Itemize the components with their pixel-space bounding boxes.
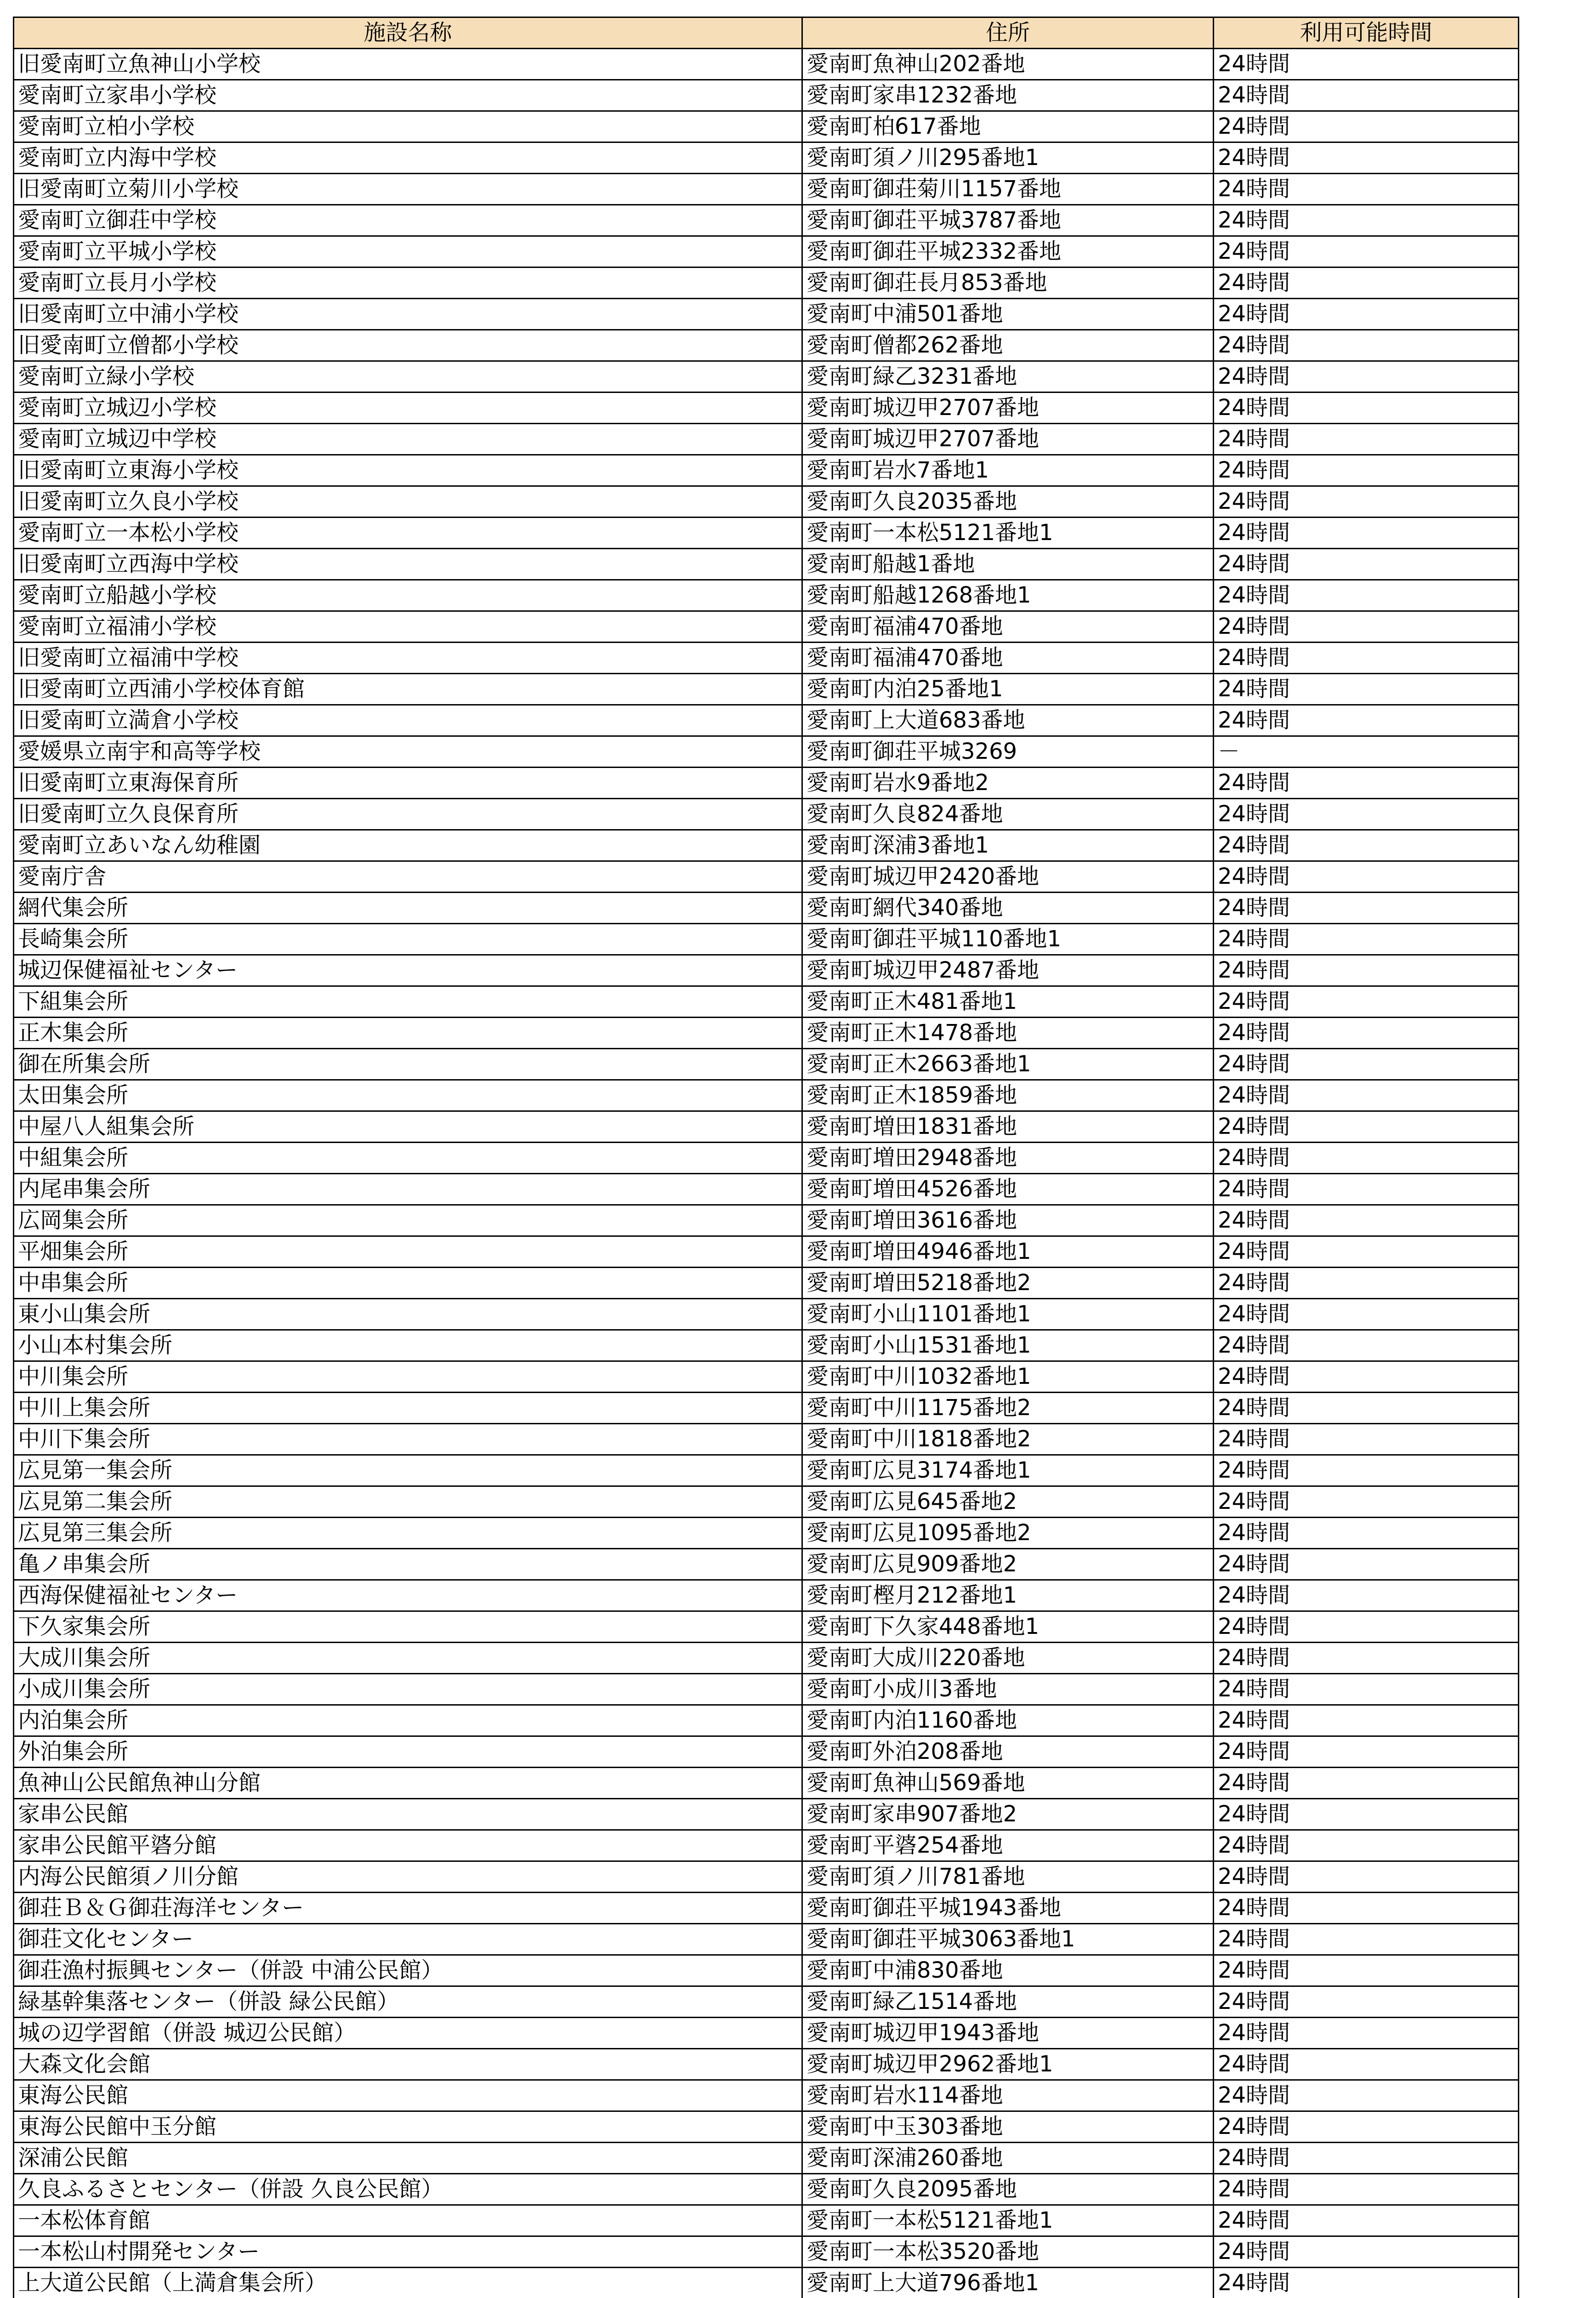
table-row bbox=[14, 1143, 1519, 1174]
table-row bbox=[14, 2174, 1519, 2205]
table-row bbox=[14, 1861, 1519, 1893]
cell-facility-name: 城辺保健福祉センター bbox=[14, 955, 802, 986]
cell-address: 愛南町須ノ川781番地 bbox=[802, 1861, 1214, 1893]
table-row bbox=[14, 2205, 1519, 2236]
cell-available-hours: 24時間 bbox=[1214, 830, 1519, 861]
cell-facility-name: 緑基幹集落センター（併設 緑公民館） bbox=[14, 1986, 802, 2018]
table-row bbox=[14, 1705, 1519, 1736]
cell-facility-name: 一本松体育館 bbox=[14, 2205, 802, 2236]
facility-table bbox=[13, 17, 1519, 2298]
table-row bbox=[14, 580, 1519, 611]
table-row bbox=[14, 1299, 1519, 1330]
cell-address: 愛南町僧都262番地 bbox=[802, 330, 1214, 361]
header-facility-name: 施設名称 bbox=[14, 17, 802, 49]
cell-facility-name: 東海公民館 bbox=[14, 2080, 802, 2111]
cell-address: 愛南町中川1818番地2 bbox=[802, 1424, 1214, 1455]
cell-address: 愛南町内泊1160番地 bbox=[802, 1705, 1214, 1736]
cell-available-hours: 24時間 bbox=[1214, 1518, 1519, 1549]
cell-facility-name: 大成川集会所 bbox=[14, 1643, 802, 1674]
cell-address: 愛南町一本松3520番地 bbox=[802, 2236, 1214, 2268]
cell-facility-name: 広岡集会所 bbox=[14, 1205, 802, 1236]
table-row bbox=[14, 111, 1519, 142]
cell-available-hours: 24時間 bbox=[1214, 1986, 1519, 2018]
cell-available-hours: 24時間 bbox=[1214, 2018, 1519, 2049]
cell-address: 愛南町深浦3番地1 bbox=[802, 830, 1214, 861]
cell-facility-name: 内海公民館須ノ川分館 bbox=[14, 1861, 802, 1893]
cell-available-hours: 24時間 bbox=[1214, 1768, 1519, 1799]
table-row bbox=[14, 2236, 1519, 2268]
cell-available-hours: 24時間 bbox=[1214, 361, 1519, 392]
cell-available-hours: 24時間 bbox=[1214, 455, 1519, 486]
cell-facility-name: 旧愛南町立菊川小学校 bbox=[14, 174, 802, 205]
cell-facility-name: 愛南町立柏小学校 bbox=[14, 111, 802, 142]
cell-facility-name: 愛南町立城辺中学校 bbox=[14, 424, 802, 455]
table-row bbox=[14, 1924, 1519, 1955]
cell-available-hours: 24時間 bbox=[1214, 1830, 1519, 1861]
cell-address: 愛南町岩水114番地 bbox=[802, 2080, 1214, 2111]
header-row bbox=[14, 17, 1519, 49]
cell-facility-name: 愛南町立緑小学校 bbox=[14, 361, 802, 392]
cell-address: 愛南町船越1番地 bbox=[802, 549, 1214, 580]
cell-available-hours: 24時間 bbox=[1214, 674, 1519, 705]
cell-address: 愛南町御荘菊川1157番地 bbox=[802, 174, 1214, 205]
cell-available-hours: 24時間 bbox=[1214, 2236, 1519, 2268]
cell-address: 愛南町一本松5121番地1 bbox=[802, 2205, 1214, 2236]
table-row bbox=[14, 1111, 1519, 1143]
cell-facility-name: 愛南町立船越小学校 bbox=[14, 580, 802, 611]
table-row bbox=[14, 455, 1519, 486]
cell-available-hours: 24時間 bbox=[1214, 1268, 1519, 1299]
table-row bbox=[14, 392, 1519, 424]
table-row bbox=[14, 1768, 1519, 1799]
table-row bbox=[14, 1674, 1519, 1705]
cell-address: 愛南町大成川220番地 bbox=[802, 1643, 1214, 1674]
table-row bbox=[14, 2080, 1519, 2111]
table-row bbox=[14, 236, 1519, 267]
table-row bbox=[14, 830, 1519, 861]
cell-address: 愛南町中浦830番地 bbox=[802, 1955, 1214, 1986]
cell-available-hours: 24時間 bbox=[1214, 861, 1519, 893]
cell-facility-name: 正木集会所 bbox=[14, 1018, 802, 1049]
cell-address: 愛南町家串907番地2 bbox=[802, 1799, 1214, 1830]
cell-address: 愛南町城辺甲2420番地 bbox=[802, 861, 1214, 893]
table-row bbox=[14, 299, 1519, 330]
cell-facility-name: 旧愛南町立満倉小学校 bbox=[14, 705, 802, 736]
cell-address: 愛南町魚神山569番地 bbox=[802, 1768, 1214, 1799]
cell-address: 愛南町小成川3番地 bbox=[802, 1674, 1214, 1705]
cell-available-hours: 24時間 bbox=[1214, 1018, 1519, 1049]
cell-available-hours: 24時間 bbox=[1214, 2143, 1519, 2174]
cell-available-hours: 24時間 bbox=[1214, 1080, 1519, 1111]
cell-address: 愛南町中玉303番地 bbox=[802, 2111, 1214, 2143]
table-row bbox=[14, 1205, 1519, 1236]
cell-address: 愛南町増田2948番地 bbox=[802, 1143, 1214, 1174]
cell-available-hours: 24時間 bbox=[1214, 1330, 1519, 1361]
cell-facility-name: 愛南町立城辺小学校 bbox=[14, 392, 802, 424]
table-row bbox=[14, 1611, 1519, 1643]
table-row bbox=[14, 799, 1519, 830]
cell-address: 愛南町小山1531番地1 bbox=[802, 1330, 1214, 1361]
cell-facility-name: 愛南町立家串小学校 bbox=[14, 80, 802, 111]
cell-facility-name: 下久家集会所 bbox=[14, 1611, 802, 1643]
table-row bbox=[14, 1361, 1519, 1393]
cell-available-hours: 24時間 bbox=[1214, 924, 1519, 955]
cell-address: 愛南町緑乙3231番地 bbox=[802, 361, 1214, 392]
cell-available-hours: 24時間 bbox=[1214, 705, 1519, 736]
table-row bbox=[14, 643, 1519, 674]
cell-address: 愛南町上大道796番地1 bbox=[802, 2268, 1214, 2298]
cell-facility-name: 中串集会所 bbox=[14, 1268, 802, 1299]
table-row bbox=[14, 2268, 1519, 2298]
table-row bbox=[14, 674, 1519, 705]
cell-address: 愛南町福浦470番地 bbox=[802, 643, 1214, 674]
cell-facility-name: 旧愛南町立僧都小学校 bbox=[14, 330, 802, 361]
table-row bbox=[14, 361, 1519, 392]
cell-available-hours: 24時間 bbox=[1214, 205, 1519, 236]
cell-facility-name: 魚神山公民館魚神山分館 bbox=[14, 1768, 802, 1799]
cell-facility-name: 愛南庁舎 bbox=[14, 861, 802, 893]
table-row bbox=[14, 1486, 1519, 1518]
cell-address: 愛南町増田5218番地2 bbox=[802, 1268, 1214, 1299]
table-row bbox=[14, 1424, 1519, 1455]
cell-address: 愛南町須ノ川295番地1 bbox=[802, 142, 1214, 174]
table-row bbox=[14, 1049, 1519, 1080]
table-row bbox=[14, 2018, 1519, 2049]
cell-facility-name: 旧愛南町立東海小学校 bbox=[14, 455, 802, 486]
cell-facility-name: 旧愛南町立魚神山小学校 bbox=[14, 49, 802, 80]
cell-address: 愛南町中川1032番地1 bbox=[802, 1361, 1214, 1393]
cell-facility-name: 愛南町立あいなん幼稚園 bbox=[14, 830, 802, 861]
cell-address: 愛南町正木1478番地 bbox=[802, 1018, 1214, 1049]
cell-address: 愛南町城辺甲2962番地1 bbox=[802, 2049, 1214, 2080]
cell-address: 愛南町平碆254番地 bbox=[802, 1830, 1214, 1861]
cell-facility-name: 平畑集会所 bbox=[14, 1236, 802, 1268]
cell-facility-name: 外泊集会所 bbox=[14, 1736, 802, 1768]
table-row bbox=[14, 955, 1519, 986]
cell-facility-name: 中川集会所 bbox=[14, 1361, 802, 1393]
cell-available-hours: 24時間 bbox=[1214, 549, 1519, 580]
cell-facility-name: 御荘文化センター bbox=[14, 1924, 802, 1955]
table-row bbox=[14, 1518, 1519, 1549]
table-row bbox=[14, 1455, 1519, 1486]
cell-facility-name: 小成川集会所 bbox=[14, 1674, 802, 1705]
cell-available-hours: 24時間 bbox=[1214, 1643, 1519, 1674]
cell-available-hours: 24時間 bbox=[1214, 580, 1519, 611]
table-row bbox=[14, 1393, 1519, 1424]
header-address: 住所 bbox=[802, 17, 1214, 49]
cell-available-hours: 24時間 bbox=[1214, 1611, 1519, 1643]
cell-available-hours: 24時間 bbox=[1214, 236, 1519, 267]
cell-available-hours: 24時間 bbox=[1214, 330, 1519, 361]
cell-available-hours: 24時間 bbox=[1214, 1361, 1519, 1393]
table-row bbox=[14, 49, 1519, 80]
cell-available-hours: 24時間 bbox=[1214, 1299, 1519, 1330]
cell-available-hours: 24時間 bbox=[1214, 299, 1519, 330]
cell-address: 愛南町岩水9番地2 bbox=[802, 768, 1214, 799]
table-row bbox=[14, 1736, 1519, 1768]
table-row bbox=[14, 861, 1519, 893]
cell-facility-name: 旧愛南町立西浦小学校体育館 bbox=[14, 674, 802, 705]
cell-address: 愛南町緑乙1514番地 bbox=[802, 1986, 1214, 2018]
cell-address: 愛南町中浦501番地 bbox=[802, 299, 1214, 330]
cell-facility-name: 旧愛南町立久良保育所 bbox=[14, 799, 802, 830]
cell-facility-name: 広見第三集会所 bbox=[14, 1518, 802, 1549]
cell-facility-name: 愛南町立長月小学校 bbox=[14, 267, 802, 299]
table-row bbox=[14, 1236, 1519, 1268]
table-row bbox=[14, 1080, 1519, 1111]
table-row bbox=[14, 424, 1519, 455]
cell-available-hours: 24時間 bbox=[1214, 2111, 1519, 2143]
cell-facility-name: 家串公民館 bbox=[14, 1799, 802, 1830]
cell-available-hours: 24時間 bbox=[1214, 2268, 1519, 2298]
table-row bbox=[14, 736, 1519, 768]
cell-facility-name: 内泊集会所 bbox=[14, 1705, 802, 1736]
cell-address: 愛南町正木481番地1 bbox=[802, 986, 1214, 1018]
cell-facility-name: 大森文化会館 bbox=[14, 2049, 802, 2080]
cell-address: 愛南町下久家448番地1 bbox=[802, 1611, 1214, 1643]
cell-available-hours: 24時間 bbox=[1214, 1174, 1519, 1205]
cell-available-hours: 24時間 bbox=[1214, 955, 1519, 986]
cell-address: 愛南町内泊25番地1 bbox=[802, 674, 1214, 705]
cell-available-hours: 24時間 bbox=[1214, 111, 1519, 142]
cell-address: 愛南町広見645番地2 bbox=[802, 1486, 1214, 1518]
cell-available-hours: 24時間 bbox=[1214, 1111, 1519, 1143]
cell-available-hours: 24時間 bbox=[1214, 2080, 1519, 2111]
cell-address: 愛南町福浦470番地 bbox=[802, 611, 1214, 643]
cell-available-hours: 24時間 bbox=[1214, 2049, 1519, 2080]
cell-facility-name: 広見第二集会所 bbox=[14, 1486, 802, 1518]
cell-facility-name: 愛南町立御荘中学校 bbox=[14, 205, 802, 236]
cell-available-hours: 24時間 bbox=[1214, 2205, 1519, 2236]
cell-facility-name: 亀ノ串集会所 bbox=[14, 1549, 802, 1580]
table-row bbox=[14, 893, 1519, 924]
cell-address: 愛南町広見909番地2 bbox=[802, 1549, 1214, 1580]
cell-available-hours: 24時間 bbox=[1214, 611, 1519, 643]
cell-address: 愛南町小山1101番地1 bbox=[802, 1299, 1214, 1330]
cell-address: 愛南町城辺甲2707番地 bbox=[802, 392, 1214, 424]
table-row bbox=[14, 1174, 1519, 1205]
cell-facility-name: 内尾串集会所 bbox=[14, 1174, 802, 1205]
cell-available-hours: 24時間 bbox=[1214, 1893, 1519, 1924]
cell-facility-name: 中組集会所 bbox=[14, 1143, 802, 1174]
cell-available-hours: 24時間 bbox=[1214, 392, 1519, 424]
cell-facility-name: 愛南町立一本松小学校 bbox=[14, 518, 802, 549]
cell-available-hours: 24時間 bbox=[1214, 486, 1519, 518]
cell-address: 愛南町家串1232番地 bbox=[802, 80, 1214, 111]
table-row bbox=[14, 174, 1519, 205]
table-row bbox=[14, 1986, 1519, 2018]
cell-address: 愛南町御荘平城3063番地1 bbox=[802, 1924, 1214, 1955]
table-row bbox=[14, 2111, 1519, 2143]
cell-available-hours: 24時間 bbox=[1214, 1205, 1519, 1236]
cell-facility-name: 中屋八人組集会所 bbox=[14, 1111, 802, 1143]
cell-available-hours: 24時間 bbox=[1214, 1736, 1519, 1768]
cell-address: 愛南町御荘平城1943番地 bbox=[802, 1893, 1214, 1924]
cell-available-hours: 24時間 bbox=[1214, 799, 1519, 830]
cell-facility-name: 御在所集会所 bbox=[14, 1049, 802, 1080]
cell-facility-name: 東小山集会所 bbox=[14, 1299, 802, 1330]
table-row bbox=[14, 1893, 1519, 1924]
cell-available-hours: 24時間 bbox=[1214, 1236, 1519, 1268]
cell-available-hours: 24時間 bbox=[1214, 768, 1519, 799]
cell-available-hours: 24時間 bbox=[1214, 1799, 1519, 1830]
cell-available-hours: 24時間 bbox=[1214, 80, 1519, 111]
cell-address: 愛南町増田4526番地 bbox=[802, 1174, 1214, 1205]
cell-address: 愛南町中川1175番地2 bbox=[802, 1393, 1214, 1424]
cell-facility-name: 広見第一集会所 bbox=[14, 1455, 802, 1486]
cell-facility-name: 旧愛南町立福浦中学校 bbox=[14, 643, 802, 674]
cell-available-hours: 24時間 bbox=[1214, 1455, 1519, 1486]
cell-address: 愛南町上大道683番地 bbox=[802, 705, 1214, 736]
cell-facility-name: 上大道公民館（上満倉集会所） bbox=[14, 2268, 802, 2298]
cell-facility-name: 愛南町立福浦小学校 bbox=[14, 611, 802, 643]
cell-address: 愛南町正木2663番地1 bbox=[802, 1049, 1214, 1080]
cell-facility-name: 愛媛県立南宇和高等学校 bbox=[14, 736, 802, 768]
cell-address: 愛南町岩水7番地1 bbox=[802, 455, 1214, 486]
cell-address: 愛南町広見3174番地1 bbox=[802, 1455, 1214, 1486]
cell-address: 愛南町城辺甲1943番地 bbox=[802, 2018, 1214, 2049]
cell-facility-name: 長崎集会所 bbox=[14, 924, 802, 955]
cell-facility-name: 旧愛南町立久良小学校 bbox=[14, 486, 802, 518]
cell-address: 愛南町一本松5121番地1 bbox=[802, 518, 1214, 549]
cell-facility-name: 中川上集会所 bbox=[14, 1393, 802, 1424]
cell-facility-name: 下組集会所 bbox=[14, 986, 802, 1018]
cell-facility-name: 御荘漁村振興センター（併設 中浦公民館） bbox=[14, 1955, 802, 1986]
cell-available-hours: 24時間 bbox=[1214, 1924, 1519, 1955]
table-row bbox=[14, 1580, 1519, 1611]
cell-available-hours: 24時間 bbox=[1214, 518, 1519, 549]
cell-facility-name: 太田集会所 bbox=[14, 1080, 802, 1111]
cell-address: 愛南町船越1268番地1 bbox=[802, 580, 1214, 611]
cell-facility-name: 深浦公民館 bbox=[14, 2143, 802, 2174]
cell-facility-name: 中川下集会所 bbox=[14, 1424, 802, 1455]
table-row bbox=[14, 1549, 1519, 1580]
cell-address: 愛南町増田1831番地 bbox=[802, 1111, 1214, 1143]
cell-available-hours: 24時間 bbox=[1214, 1049, 1519, 1080]
table-row bbox=[14, 924, 1519, 955]
cell-available-hours: 24時間 bbox=[1214, 2174, 1519, 2205]
cell-available-hours: 24時間 bbox=[1214, 1486, 1519, 1518]
table-row bbox=[14, 1830, 1519, 1861]
cell-address: 愛南町増田4946番地1 bbox=[802, 1236, 1214, 1268]
header-available-hours: 利用可能時間 bbox=[1214, 17, 1519, 49]
cell-facility-name: 御荘Ｂ＆Ｇ御荘海洋センター bbox=[14, 1893, 802, 1924]
cell-available-hours: 24時間 bbox=[1214, 643, 1519, 674]
table-row bbox=[14, 705, 1519, 736]
table-row bbox=[14, 1643, 1519, 1674]
table-row bbox=[14, 205, 1519, 236]
cell-available-hours: 24時間 bbox=[1214, 267, 1519, 299]
cell-available-hours: 24時間 bbox=[1214, 1861, 1519, 1893]
cell-address: 愛南町御荘平城3269 bbox=[802, 736, 1214, 768]
table-row bbox=[14, 142, 1519, 174]
cell-address: 愛南町深浦260番地 bbox=[802, 2143, 1214, 2174]
cell-address: 愛南町網代340番地 bbox=[802, 893, 1214, 924]
cell-facility-name: 久良ふるさとセンター（併設 久良公民館） bbox=[14, 2174, 802, 2205]
cell-address: 愛南町柏617番地 bbox=[802, 111, 1214, 142]
cell-facility-name: 小山本村集会所 bbox=[14, 1330, 802, 1361]
cell-available-hours: 24時間 bbox=[1214, 1393, 1519, 1424]
cell-available-hours: － bbox=[1214, 736, 1519, 768]
cell-available-hours: 24時間 bbox=[1214, 49, 1519, 80]
table-row bbox=[14, 518, 1519, 549]
cell-facility-name: 旧愛南町立東海保育所 bbox=[14, 768, 802, 799]
cell-address: 愛南町外泊208番地 bbox=[802, 1736, 1214, 1768]
table-row bbox=[14, 611, 1519, 643]
cell-facility-name: 家串公民館平碆分館 bbox=[14, 1830, 802, 1861]
cell-available-hours: 24時間 bbox=[1214, 1674, 1519, 1705]
cell-address: 愛南町御荘平城3787番地 bbox=[802, 205, 1214, 236]
cell-available-hours: 24時間 bbox=[1214, 424, 1519, 455]
cell-available-hours: 24時間 bbox=[1214, 1705, 1519, 1736]
cell-facility-name: 一本松山村開発センター bbox=[14, 2236, 802, 2268]
cell-address: 愛南町増田3616番地 bbox=[802, 1205, 1214, 1236]
cell-facility-name: 愛南町立平城小学校 bbox=[14, 236, 802, 267]
cell-address: 愛南町久良2035番地 bbox=[802, 486, 1214, 518]
cell-address: 愛南町城辺甲2707番地 bbox=[802, 424, 1214, 455]
table-row bbox=[14, 330, 1519, 361]
table-row bbox=[14, 1799, 1519, 1830]
cell-address: 愛南町広見1095番地2 bbox=[802, 1518, 1214, 1549]
cell-available-hours: 24時間 bbox=[1214, 893, 1519, 924]
table-row bbox=[14, 768, 1519, 799]
table-row bbox=[14, 2143, 1519, 2174]
table-row bbox=[14, 1955, 1519, 1986]
cell-address: 愛南町正木1859番地 bbox=[802, 1080, 1214, 1111]
cell-facility-name: 網代集会所 bbox=[14, 893, 802, 924]
cell-address: 愛南町久良2095番地 bbox=[802, 2174, 1214, 2205]
table-row bbox=[14, 1018, 1519, 1049]
cell-facility-name: 城の辺学習館（併設 城辺公民館） bbox=[14, 2018, 802, 2049]
cell-available-hours: 24時間 bbox=[1214, 1424, 1519, 1455]
cell-available-hours: 24時間 bbox=[1214, 142, 1519, 174]
cell-address: 愛南町御荘平城110番地1 bbox=[802, 924, 1214, 955]
table-row bbox=[14, 486, 1519, 518]
table-row bbox=[14, 80, 1519, 111]
table-row bbox=[14, 986, 1519, 1018]
cell-address: 愛南町魚神山202番地 bbox=[802, 49, 1214, 80]
cell-available-hours: 24時間 bbox=[1214, 1549, 1519, 1580]
cell-address: 愛南町御荘平城2332番地 bbox=[802, 236, 1214, 267]
cell-available-hours: 24時間 bbox=[1214, 986, 1519, 1018]
cell-address: 愛南町樫月212番地1 bbox=[802, 1580, 1214, 1611]
cell-available-hours: 24時間 bbox=[1214, 174, 1519, 205]
cell-address: 愛南町城辺甲2487番地 bbox=[802, 955, 1214, 986]
cell-facility-name: 旧愛南町立中浦小学校 bbox=[14, 299, 802, 330]
cell-available-hours: 24時間 bbox=[1214, 1143, 1519, 1174]
cell-available-hours: 24時間 bbox=[1214, 1955, 1519, 1986]
cell-address: 愛南町久良824番地 bbox=[802, 799, 1214, 830]
table-row bbox=[14, 267, 1519, 299]
table-row bbox=[14, 1330, 1519, 1361]
table-row bbox=[14, 1268, 1519, 1299]
cell-available-hours: 24時間 bbox=[1214, 1580, 1519, 1611]
cell-facility-name: 西海保健福祉センター bbox=[14, 1580, 802, 1611]
cell-facility-name: 愛南町立内海中学校 bbox=[14, 142, 802, 174]
cell-facility-name: 旧愛南町立西海中学校 bbox=[14, 549, 802, 580]
table-row bbox=[14, 549, 1519, 580]
cell-facility-name: 東海公民館中玉分館 bbox=[14, 2111, 802, 2143]
table-row bbox=[14, 2049, 1519, 2080]
cell-address: 愛南町御荘長月853番地 bbox=[802, 267, 1214, 299]
